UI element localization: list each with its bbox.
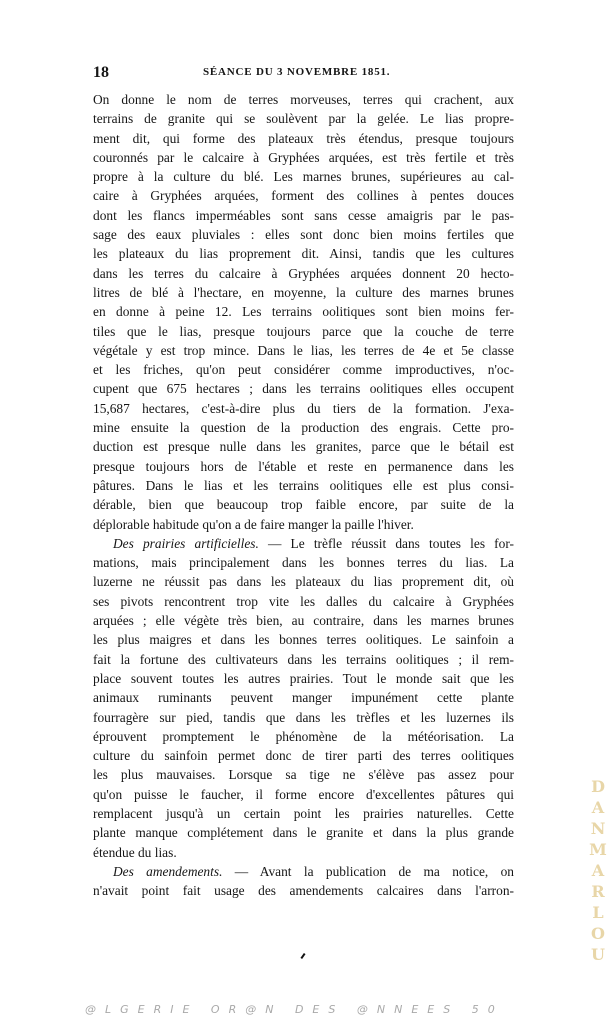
text-line: fait la fortune des cultivateurs dans les terrains oolitiques ; il rem- [93,651,514,667]
text-line: cupent que 675 hectares ; dans les terrains oolitiques elles occupent [93,381,514,397]
section-heading: Des amendements. [113,863,223,879]
section-first-line [93,862,514,881]
side-watermark-letter: A [591,798,605,817]
text-line: litres de blé à l'hectare, en moyenne, la culture des marnes brunes [93,284,514,300]
side-watermark-letter: L [592,903,604,922]
text-line: pâtures. Dans le lias et les terrains oolitiques elle est plus consi- [93,477,514,493]
side-watermark-letter: R [591,882,605,901]
text-line: remplacent jusqu'à un certain point les prairies naturelles. Cette [93,805,514,821]
text-line: qu'on puisse le faucher, il forme encore d'excellentes pâtures qui [93,786,514,802]
text-line: dont les flancs imperméables sont sans cesse amaigris par le pas- [93,207,514,223]
text-line: animaux ruminants peuvent manger impunément cette plante [93,690,514,706]
text-line: duction est presque nulle dans les granites, parce que le bétail est [93,439,514,455]
text-line: étendue du lias. [93,844,177,860]
running-head: SÉANCE DU 3 NOVEMBRE 1851. [203,66,391,78]
text-line: luzerne ne réussit pas dans les plateaux du lias proprement dit, où [93,574,514,590]
text-line: plante manque complétement dans le granite et dans la plus grande [93,825,514,841]
section-first-line-text: — Avant la publication de ma notice, on [222,863,514,879]
text-line: presque toujours hors de l'étable et reste en permanence dans les [93,458,514,474]
text-line: déplorable habitude qu'on a de faire manger la paille l'hiver. [93,516,414,532]
section-first-line-text: — Le trèfle réussit dans toutes les for- [258,535,514,551]
text-line: mations, mais principalement dans les bonnes terres du lias. La [93,555,514,571]
side-watermark-letter: D [591,777,605,796]
text-line: 15,687 hectares, c'est-à-dire plus du tiers de la formation. J'exa- [93,400,514,416]
text-line: en donne à peine 12. Les terrains oolitiques sont bien moins fer- [93,304,514,320]
text-line: dans les terres du calcaire à Gryphées arquées donnent 20 hecto- [93,265,514,281]
section-heading: Des prairies artificielles. [113,535,259,551]
text-line: fourragère sur pied, tandis que dans les trèfles et les luzernes ils [93,709,514,725]
text-line: couronnés par le calcaire à Gryphées arquées, est très fertile et très [93,149,514,165]
side-watermark-letter: A [591,861,605,880]
ink-mark [300,953,305,959]
side-watermark-letter: U [591,945,605,964]
side-watermark-letter: M [589,840,607,859]
text-line: et les friches, qu'on peut considérer comme improductives, n'oc- [93,362,514,378]
side-watermark-letter: O [591,924,605,943]
section-first-line [93,534,514,553]
side-watermark [588,776,608,965]
text-line: culture du sainfoin permet donc de tirer parti des terres oolitiques [93,748,514,764]
text-line: ment dit, qui forme des plateaux très étendus, presque toujours [93,130,514,146]
body-text [93,90,514,900]
page-header [93,64,511,86]
text-line: arquées ; elle végète très bien, au contraire, dans les marnes brunes [93,613,514,629]
text-line: dérable, bien que beaucoup trop faible encore, par suite de la [93,497,514,513]
text-line: caire à Gryphées arquées, forment des collines à pentes douces [93,188,514,204]
text-line: n'avait point fait usage des amendements calcaires dans l'arron- [93,883,514,899]
text-line: place souvent toutes les autres prairies. Tout le monde sait que les [93,670,514,686]
text-line: les plus maigres et dans les bonnes terres oolitiques. Le sainfoin a [93,632,514,648]
text-line: éprouvent promptement le phénomène de la météorisation. La [93,728,514,744]
text-line: tiles que le lias, presque toujours parce que la couche de terre [93,323,514,339]
text-line: sage des eaux pluviales : elles sont donc bien moins fertiles que [93,227,514,243]
text-line: végétale y est trop mince. Dans le lias, les terres de 4e et 5e classe [93,342,514,358]
footer-watermark: @LGERIE OR@N DES @NNEES 50 [85,1003,504,1016]
text-line: propre à la culture du blé. Les marnes brunes, supérieures au cal- [93,169,514,185]
text-line: ses pivots rencontrent trop vite les dalles du calcaire à Gryphées [93,593,514,609]
text-line: On donne le nom de terres morveuses, terres qui crachent, aux [93,92,514,107]
page-number: 18 [93,64,109,81]
text-line: mine ensuite la question de la production des engrais. Cette pro- [93,420,514,436]
text-line: les plus mauvaises. Lorsque sa tige ne s'élève pas assez pour [93,767,514,783]
side-watermark-letter: N [590,819,606,838]
text-line: les plateaux du lias proprement dit. Ainsi, tandis que les cultures [93,246,514,262]
text-line: terrains de granite qui se soulèvent par la gelée. Le lias propre- [93,111,514,127]
